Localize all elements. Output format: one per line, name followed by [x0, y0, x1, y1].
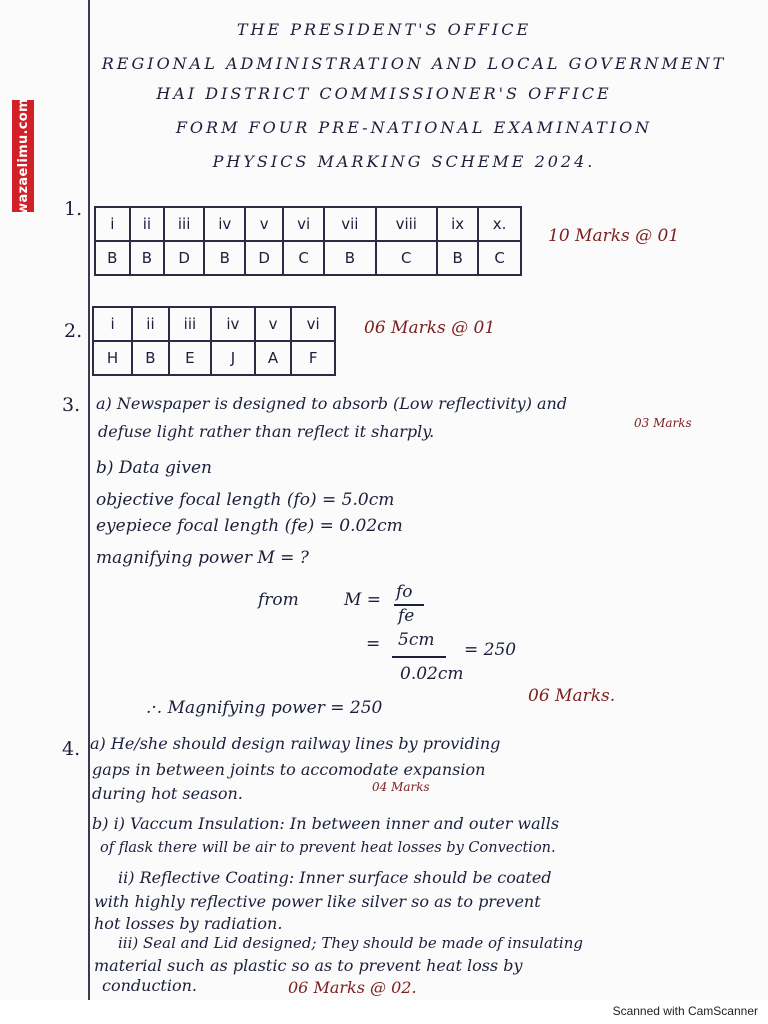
q1-answer-cell-3: D — [164, 241, 204, 275]
q1-header-cell-3: iii — [164, 207, 204, 241]
header-line-3: HAI DISTRICT COMMISSIONER'S OFFICE — [156, 84, 612, 103]
q1-header-cell-10: x. — [478, 207, 521, 241]
q1-answer-table — [94, 206, 522, 276]
q2-answer-cell-2: B — [132, 341, 169, 375]
q4b3-line-3: conduction. — [102, 976, 197, 995]
q1-header-cell-8: viii — [376, 207, 437, 241]
q1-answer-cell-6: C — [283, 241, 324, 275]
q3b-fe: eyepiece focal length (fe) = 0.02cm — [96, 516, 403, 536]
header-line-4: FORM FOUR PRE-NATIONAL EXAMINATION — [175, 118, 653, 137]
q2-number: 2. — [64, 320, 83, 342]
q3b-sub-den: 0.02cm — [400, 664, 464, 684]
q1-answer-cell-5: D — [245, 241, 283, 275]
q1-answer-cell-10: C — [478, 241, 521, 275]
q1-number: 1. — [64, 198, 83, 220]
q4a-line-1: a) He/she should design railway lines by providing — [90, 734, 501, 753]
q3b-equals: = — [366, 634, 381, 654]
q4a-line-3: during hot season. — [92, 784, 243, 803]
q4-number: 4. — [62, 738, 81, 760]
q4b2-line-3: hot losses by radiation. — [94, 914, 283, 933]
q2-marks: 06 Marks @ 01 — [364, 318, 496, 338]
q1-answer-cell-1: B — [95, 241, 130, 275]
q4a-marks: 04 Marks — [372, 780, 430, 794]
q3a-marks: 03 Marks — [634, 416, 692, 430]
q4b1-line-1: b) i) Vaccum Insulation: In between inner and outer walls — [92, 814, 560, 833]
q1-header-cell-5: v — [245, 207, 283, 241]
q3b-marks: 06 Marks. — [528, 686, 616, 706]
q1-header-cell-6: vi — [283, 207, 324, 241]
q3b-sub-bar — [392, 656, 446, 658]
q2-header-cell-1: i — [93, 307, 132, 341]
q2-header-cell-2: ii — [132, 307, 169, 341]
scanner-footer: Scanned with CamScanner — [612, 1004, 758, 1018]
q1-header-cell-7: vii — [324, 207, 375, 241]
q3b-formula-num: fo — [396, 582, 413, 602]
q3a-line-2: defuse light rather than reflect it sharply. — [98, 422, 435, 441]
q1-answer-cell-7: B — [324, 241, 375, 275]
header-line-2: REGIONAL ADMINISTRATION AND LOCAL GOVERNMENT — [101, 54, 727, 73]
q4b3-line-1: iii) Seal and Lid designed; They should be made of insulating — [118, 934, 583, 952]
q1-header-cell-9: ix — [437, 207, 478, 241]
q4b2-line-1: ii) Reflective Coating: Inner surface should be coated — [118, 868, 552, 887]
q1-marks: 10 Marks @ 01 — [548, 226, 680, 246]
q2-answer-cell-1: H — [93, 341, 132, 375]
q1-header-cell-2: ii — [130, 207, 165, 241]
q2-header-cell-5: v — [255, 307, 292, 341]
header-line-1: THE PRESIDENT'S OFFICE — [236, 20, 532, 39]
q3b-title: b) Data given — [96, 458, 212, 478]
q2-header-cell-3: iii — [169, 307, 211, 341]
q2-header-cell-6: vi — [291, 307, 335, 341]
q2-answer-cell-4: J — [211, 341, 255, 375]
q3b-m: magnifying power M = ? — [96, 548, 309, 568]
q3b-sub-num: 5cm — [398, 630, 435, 650]
q3b-formula-lhs: M = — [344, 590, 382, 610]
q3b-fo: objective focal length (fo) = 5.0cm — [96, 490, 395, 510]
q1-answer-cell-2: B — [130, 241, 165, 275]
q3b-conclusion: .·. Magnifying power = 250 — [146, 698, 383, 718]
q4b-marks: 06 Marks @ 02. — [288, 978, 417, 997]
q1-header-cell-4: iv — [204, 207, 245, 241]
q3-number: 3. — [62, 394, 81, 416]
q2-answer-table — [92, 306, 336, 376]
margin-line — [88, 0, 90, 1000]
q4b3-line-2: material such as plastic so as to prevent heat loss by — [94, 956, 523, 975]
q1-answer-cell-4: B — [204, 241, 245, 275]
q2-header-cell-4: iv — [211, 307, 255, 341]
q1-answer-cell-9: B — [437, 241, 478, 275]
q2-answer-cell-6: F — [291, 341, 335, 375]
q3b-result: = 250 — [464, 640, 517, 660]
q2-answer-cell-5: A — [255, 341, 292, 375]
header-line-5: PHYSICS MARKING SCHEME 2024. — [212, 152, 596, 171]
q3b-formula-den: fe — [398, 606, 415, 626]
q4b1-line-2: of flask there will be air to prevent heat losses by Convection. — [100, 840, 556, 856]
q2-answer-cell-3: E — [169, 341, 211, 375]
q1-header-cell-1: i — [95, 207, 130, 241]
q3a-line-1: a) Newspaper is designed to absorb (Low reflectivity) and — [96, 394, 568, 413]
q4b2-line-2: with highly reflective power like silver so as to prevent — [94, 892, 541, 911]
q4a-line-2: gaps in between joints to accomodate expansion — [92, 760, 486, 779]
watermark-text: wazaelimu.com — [15, 97, 31, 215]
q3b-from: from — [258, 590, 299, 610]
q1-answer-cell-8: C — [376, 241, 437, 275]
